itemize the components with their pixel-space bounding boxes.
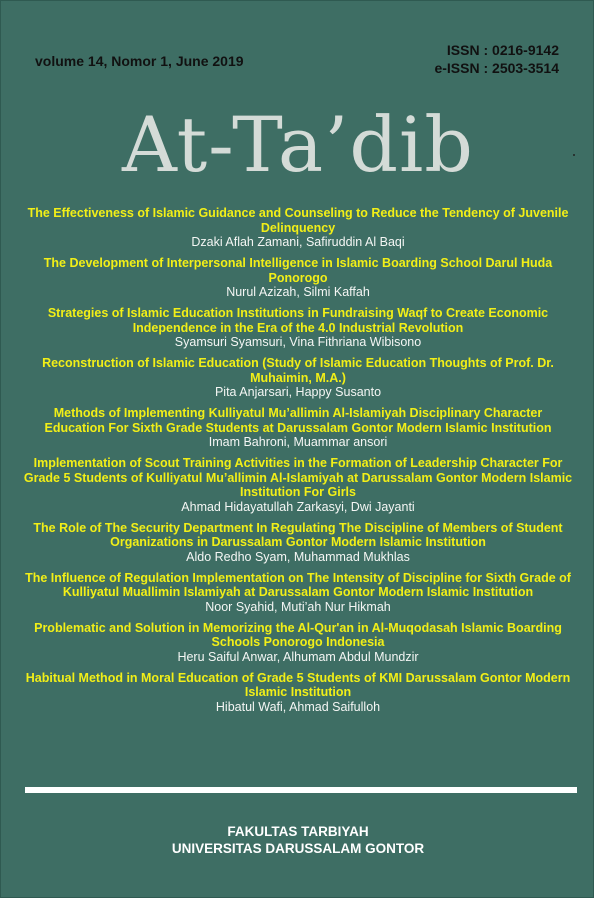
publisher-block	[1, 823, 594, 857]
article-authors: Hibatul Wafi, Ahmad Saifulloh	[215, 699, 381, 714]
article-authors: Pita Anjarsari, Happy Susanto	[214, 385, 382, 399]
article-title: Strategies of Islamic Education Institutions in Fundraising Waqf to Create Economic Independence in the Era of the 4.0 Industrial Revolution	[47, 306, 549, 335]
article-title: The Effectiveness of Islamic Guidance and Counseling to Reduce the Tendency of Juvenile Delinquency	[27, 206, 569, 235]
article-item	[23, 256, 573, 300]
article-authors: Imam Bahroni, Muammar ansori	[208, 435, 388, 449]
article-item	[23, 456, 573, 515]
issn: ISSN : 0216-9142	[446, 42, 559, 58]
divider-rule	[25, 787, 577, 793]
university-name: UNIVERSITAS DARUSSALAM GONTOR	[171, 841, 425, 856]
article-item	[23, 621, 573, 665]
article-item	[23, 671, 573, 715]
faculty-name: FAKULTAS TARBIYAH	[227, 824, 369, 839]
article-authors: Noor Syahid, Muti’ah Nur Hikmah	[205, 599, 391, 614]
article-item	[23, 406, 573, 450]
article-authors: Syamsuri Syamsuri, Vina Fithriana Wibisono	[174, 335, 422, 349]
article-authors: Aldo Redho Syam, Muhammad Mukhlas	[186, 549, 410, 564]
article-item	[23, 571, 573, 615]
journal-title: At-Ta’dib	[122, 100, 474, 189]
article-item	[23, 521, 573, 565]
article-title: Habitual Method in Moral Education of Grade 5 Students of KMI Darussalam Gontor Modern Islamic Institution	[25, 670, 571, 699]
decorative-dot	[573, 154, 575, 156]
article-authors: Nurul Azizah, Silmi Kaffah	[226, 285, 370, 299]
article-title: Problematic and Solution in Memorizing the Al-Qur'an in Al-Muqodasah Islamic Boarding Schools Ponorogo Indonesia	[34, 620, 562, 649]
article-title: The Role of The Security Department In Regulating The Discipline of Members of Student Organizations in Darussalam Gontor Modern Islamic Institution	[33, 520, 563, 549]
article-title: The Development of Interpersonal Intelligence in Islamic Boarding School Darul Huda Ponorogo	[43, 256, 553, 285]
article-title: Implementation of Scout Training Activities in the Formation of Leadership Character For Grade 5 Students of Kulliyatul Mu’allimin Al-Islamiyah at Darussalam Gontor Modern Islamic Institution For Girls	[23, 456, 573, 499]
article-authors: Ahmad Hidayatullah Zarkasyi, Dwi Jayanti	[181, 499, 415, 514]
article-item	[23, 356, 573, 400]
article-title: Reconstruction of Islamic Education (Study of Islamic Education Thoughts of Prof. Dr. Muhaimin, M.A.)	[42, 356, 554, 385]
article-authors: Heru Saiful Anwar, Alhumam Abdul Mundzir	[177, 649, 419, 664]
article-title: The Influence of Regulation Implementation on The Intensity of Discipline for Sixth Grade of Kulliyatul Muallimin Islamiyah at Darussalam Gontor Modern Islamic Institution	[25, 570, 571, 599]
article-item	[23, 206, 573, 250]
article-title: Methods of Implementing Kulliyatul Mu’allimin Al-Islamiyah Disciplinary Character Education For Sixth Grade Students at Darussalam Gontor Modern Islamic Institution	[44, 406, 552, 435]
article-list	[23, 206, 573, 721]
article-authors: Dzaki Aflah Zamani, Safiruddin Al Baqi	[191, 235, 405, 249]
article-item	[23, 306, 573, 350]
e-issn: e-ISSN : 2503-3514	[434, 60, 559, 76]
issn-block	[434, 41, 559, 77]
volume-info: volume 14, Nomor 1, June 2019	[35, 53, 244, 69]
